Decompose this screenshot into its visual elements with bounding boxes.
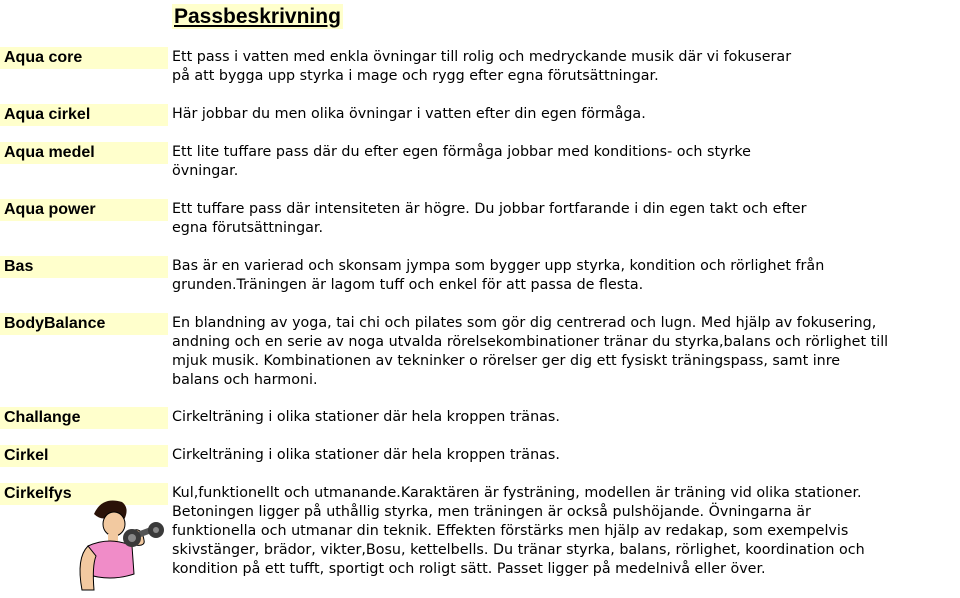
woman-lifting-dumbbell-icon: [72, 494, 166, 596]
class-name-bas: Bas: [0, 256, 168, 278]
class-name-challange: Challange: [0, 407, 168, 429]
page-title: Passbeskrivning: [174, 5, 341, 28]
class-desc-aqua-medel: Ett lite tuffare pass där du efter egen förmåga jobbar med konditions- och styrke övningar.: [172, 144, 751, 179]
class-desc-cirkelfys: Kul,funktionellt och utmanande.Karaktären är fysträning, modellen är träning vid olika stationer. Betoningen ligger på uthållig styrka, men träningen är också pulshöjande. Övningarna är funktionella och utmanar din teknik. Effekten förstärks men hjälp av redakap, som exempelvis skivstänger, brädor, vikter,Bosu, kettelbells. Du tränar styrka, balans, rörlighet, koordination och kondition på ett tufft, sportigt och roligt sätt. Passet ligger på medelnivå eller över.: [172, 485, 865, 577]
class-desc-challange: Cirkelträning i olika stationer där hela kroppen tränas.: [172, 409, 560, 425]
class-name-aqua-core: Aqua core: [0, 47, 168, 69]
class-desc-bodybalance: En blandning av yoga, tai chi och pilates som gör dig centrerad och lugn. Med hjälp av fokusering, andning och en serie av noga utvalda rörelsekombinationer tränar du styrka,balans och rörlighet till mjuk musik. Kombinationen av tekninker o rörelser ger dig ett fysiskt träningspass, samt inre balans och harmoni.: [172, 315, 889, 388]
class-name-bodybalance: BodyBalance: [0, 313, 168, 335]
class-desc-aqua-cirkel: Här jobbar du men olika övningar i vatten efter din egen förmåga.: [172, 106, 646, 122]
class-name-aqua-medel: Aqua medel: [0, 142, 168, 164]
class-name-cirkel: Cirkel: [0, 445, 168, 467]
class-name-aqua-cirkel: Aqua cirkel: [0, 104, 168, 126]
class-name-cirkelfys: Cirkelfys: [0, 483, 168, 505]
class-desc-aqua-core: Ett pass i vatten med enkla övningar till rolig och medryckande musik där vi fokuserar på att bygga upp styrka i mage och rygg efter egna förutsättningar.: [172, 49, 792, 84]
class-desc-aqua-power: Ett tuffare pass där intensiteten är högre. Du jobbar fortfarande i din egen takt och efter egna förutsättningar.: [172, 201, 807, 236]
class-desc-cirkel: Cirkelträning i olika stationer där hela kroppen tränas.: [172, 447, 560, 463]
class-name-aqua-power: Aqua power: [0, 199, 168, 221]
class-desc-bas: Bas är en varierad och skonsam jympa som bygger upp styrka, kondition och rörlighet från grunden.Träningen är lagom tuff och enkel för att passa de flesta.: [172, 258, 825, 293]
